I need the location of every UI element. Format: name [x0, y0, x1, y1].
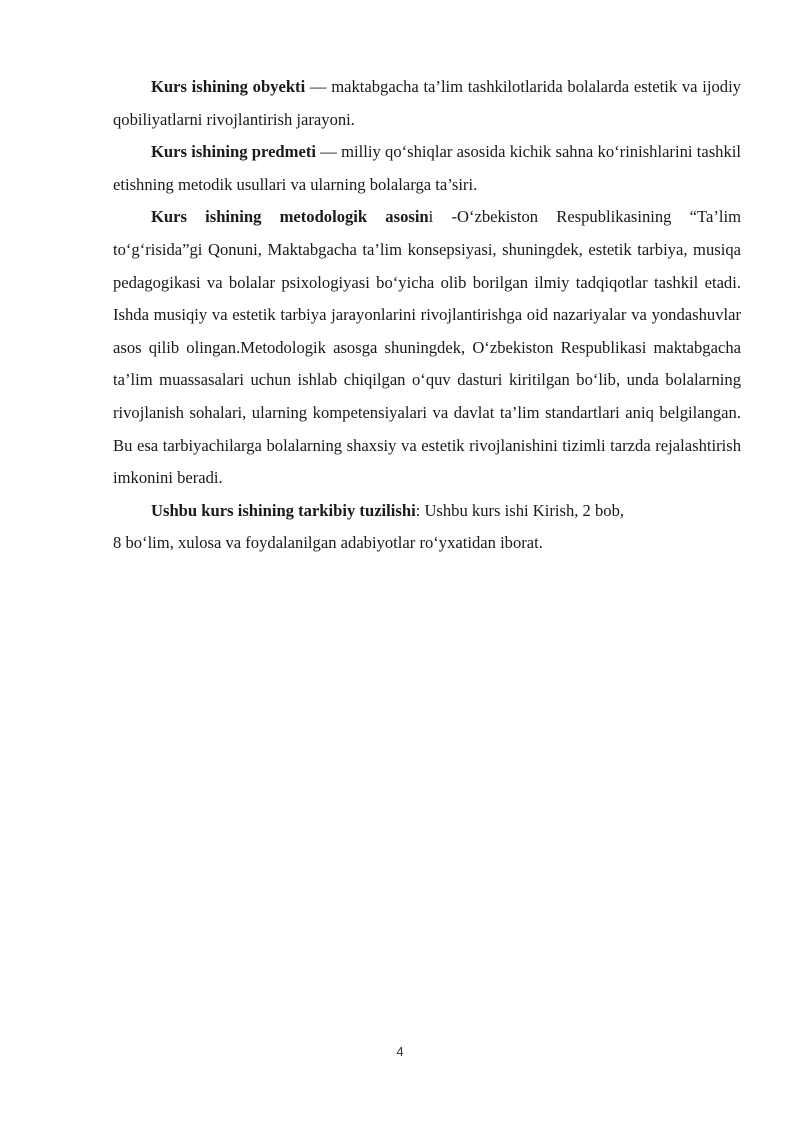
heading-structure: Ushbu kurs ishining tarkibiy tuzilishi	[151, 500, 416, 520]
paragraph-object	[113, 71, 741, 136]
text-object: — maktabgacha ta’lim tashkilotlarida bolalarda estetik va ijodiy qobiliyatlarni rivojlantirish jarayoni.	[113, 77, 741, 129]
text-structure: : Ushbu kurs ishi Kirish, 2 bob,	[415, 500, 625, 520]
text-subject: — milliy qo‘shiqlar asosida kichik sahna ko‘rinishlarini tashkil etishning metodik usullari va ularning bolalarga ta’siri.	[113, 142, 741, 194]
page-number: 4	[396, 1044, 404, 1059]
heading-methodology: Kurs ishining metodologik asosin	[151, 207, 429, 227]
heading-subject: Kurs ishining predmeti	[151, 142, 316, 162]
paragraph-subject	[113, 136, 741, 201]
document-body	[113, 71, 741, 560]
text-structure-continued: 8 bo‘lim, xulosa va foydalanilgan adabiyotlar ro‘yxatidan iborat.	[113, 533, 543, 553]
paragraph-methodology	[113, 201, 741, 494]
text-methodology: i -O‘zbekiston Respublikasining “Ta’lim to‘g‘risida”gi Qonuni, Maktabgacha ta’lim konsepsiyasi, shuningdek, estetik tarbiya, musiqa pedagogikasi va bolalar psixologiyasi bo‘yicha olib borilgan ilmiy tadqiqotlar tashkil etadi. Ishda musiqiy va estetik tarbiya jarayonlarini rivojlantirishga oid nazariyalar va yondashuvlar asos qilib olingan.Metodologik asosga shuningdek, O‘zbekiston Respublikasi maktabgacha ta’lim muassasalari uchun ishlab chiqilgan o‘quv dasturi kiritilgan bo‘lib, unda bolalarning rivojlanish sohalari, ularning kompetensiyalari va davlat ta’lim standartlari aniq belgilangan. Bu esa tarbiyachilarga bolalarning shaxsiy va estetik rivojlanishini tizimli tarzda rejalashtirish imkonini beradi.	[113, 207, 742, 488]
paragraph-structure	[113, 495, 741, 560]
heading-object: Kurs ishining obyekti	[151, 77, 306, 96]
